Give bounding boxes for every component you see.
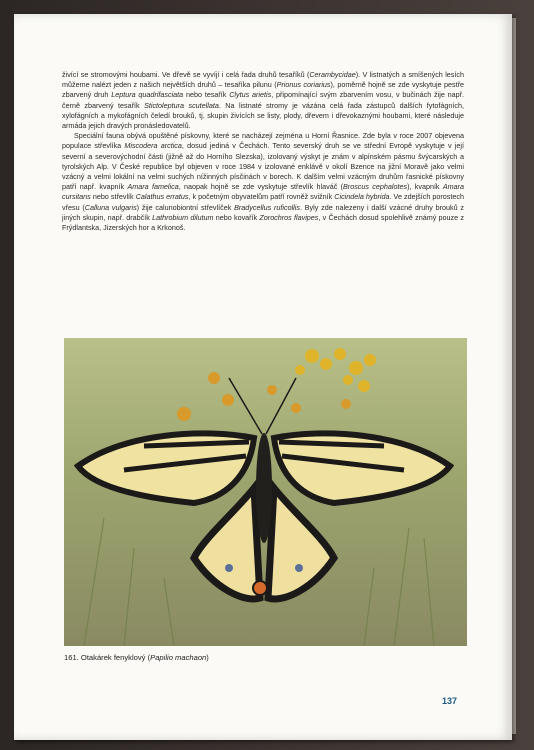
text-run: ). V listnatých a smíšených lesích můžeme nalézt jeden z našich největších druhů – tesaříka pilunu (	[62, 70, 464, 90]
text-run: ) žije calunobiontní střevlíček	[136, 202, 235, 212]
caption-latin-name: Papilio machaon	[150, 653, 207, 662]
species-name: Leptura quadrifasciata	[111, 90, 184, 100]
swallowtail-butterfly-photo	[64, 338, 467, 646]
text-run: . Byly zde nalezeny i další vzácné druhy brouků z jiných skupin, např. drabčík	[62, 202, 465, 222]
text-run: . Na listnaté stromy je vázána celá řada zástupců dalších fytofágních, xylofágních a mykofágních čeledí brouků, tj. skupin živících se listy, plody, dřevem i dřevokaznými houbami, které následuje armáda jejich dravých pronásledovatelů.	[62, 100, 464, 131]
caption-close: )	[206, 653, 209, 662]
species-name: Cicindela hybrida	[334, 192, 390, 202]
butterfly-illustration	[64, 338, 467, 646]
photo-caption	[64, 653, 209, 662]
text-run: nebo střevlík	[90, 192, 136, 202]
text-run: , v Čechách dosud spolehlivě známý pouze z Frýdlantska, Jizerských hor a Krkonoš.	[62, 212, 464, 233]
species-name: Stictoleptura scutellata	[144, 100, 219, 110]
text-run: . Ve zdejších porostech vřesu (	[62, 192, 464, 212]
caption-number: 161.	[64, 653, 79, 662]
text-run: , k početným obyvatelům patří rovněž svižník	[188, 192, 335, 202]
species-name: Cerambycidae	[309, 70, 356, 79]
page-number: 137	[442, 696, 458, 706]
text-run: Speciální fauna obývá opuštěné pískovny, které se nacházejí zejména u Horní Řasnice. Zde byla v roce 2007 objevena populace střevlíka	[62, 131, 464, 151]
text-run: ), kvapník	[407, 182, 443, 192]
text-run: , naopak hojně se zde vyskytuje střevlík hlaváč (	[178, 182, 344, 192]
species-name: Amara cursitans	[62, 182, 465, 202]
species-name: Clytus arietis	[229, 90, 272, 100]
species-name: Calluna vulgaris	[84, 202, 137, 212]
species-name: Calathus erratus	[135, 192, 189, 202]
text-run: nebo kovařík	[213, 212, 260, 222]
species-name: Amara famelica	[127, 182, 179, 192]
species-name: Prionus coriarius	[276, 80, 331, 90]
species-name: Bradycellus ruficollis	[234, 202, 300, 212]
text-run: nebo tesařík	[183, 90, 230, 100]
caption-text: Otakárek fenyklový (	[80, 653, 151, 662]
text-run: ), poměrně hojně se zde vyskytuje pestře zbarvený druh	[62, 80, 464, 100]
text-run: , připomínající svým zbarvením vosu, v bučinách žije např. černě zbarvený tesařík	[62, 90, 465, 110]
species-name: Zorochros flavipes	[259, 212, 319, 222]
species-name: Lathrobium dilutum	[152, 212, 214, 222]
species-name: Broscus cephalotes	[343, 182, 408, 192]
body-text	[62, 70, 464, 233]
text-run: , dosud jediná v Čechách. Tento severský druh se ve střední Evropě vyskytuje v její severní a severovýchodní části (jižně až do Horního Slezska), izolovaný výskyt je znám v alpínském pásmu švýcarských a tyrolských Alp. V České republice byl objeven v roce 1984 v izolované enklávě v okolí Bzence na jižní Moravě jako velmi vzácný a velmi lokální na velmi suchých nížinných písčinách v borech. K dalším velmi vzácným druhům řasnické pískovny patří např. kvapník	[62, 141, 465, 192]
species-name: Miscodera arctica	[124, 141, 182, 151]
paragraph-2	[62, 131, 464, 233]
paragraph-1	[62, 70, 464, 131]
text-run: živící se stromovými houbami. Ve dřevě se vyvíjí i celá řada druhů tesaříků (	[62, 70, 310, 79]
